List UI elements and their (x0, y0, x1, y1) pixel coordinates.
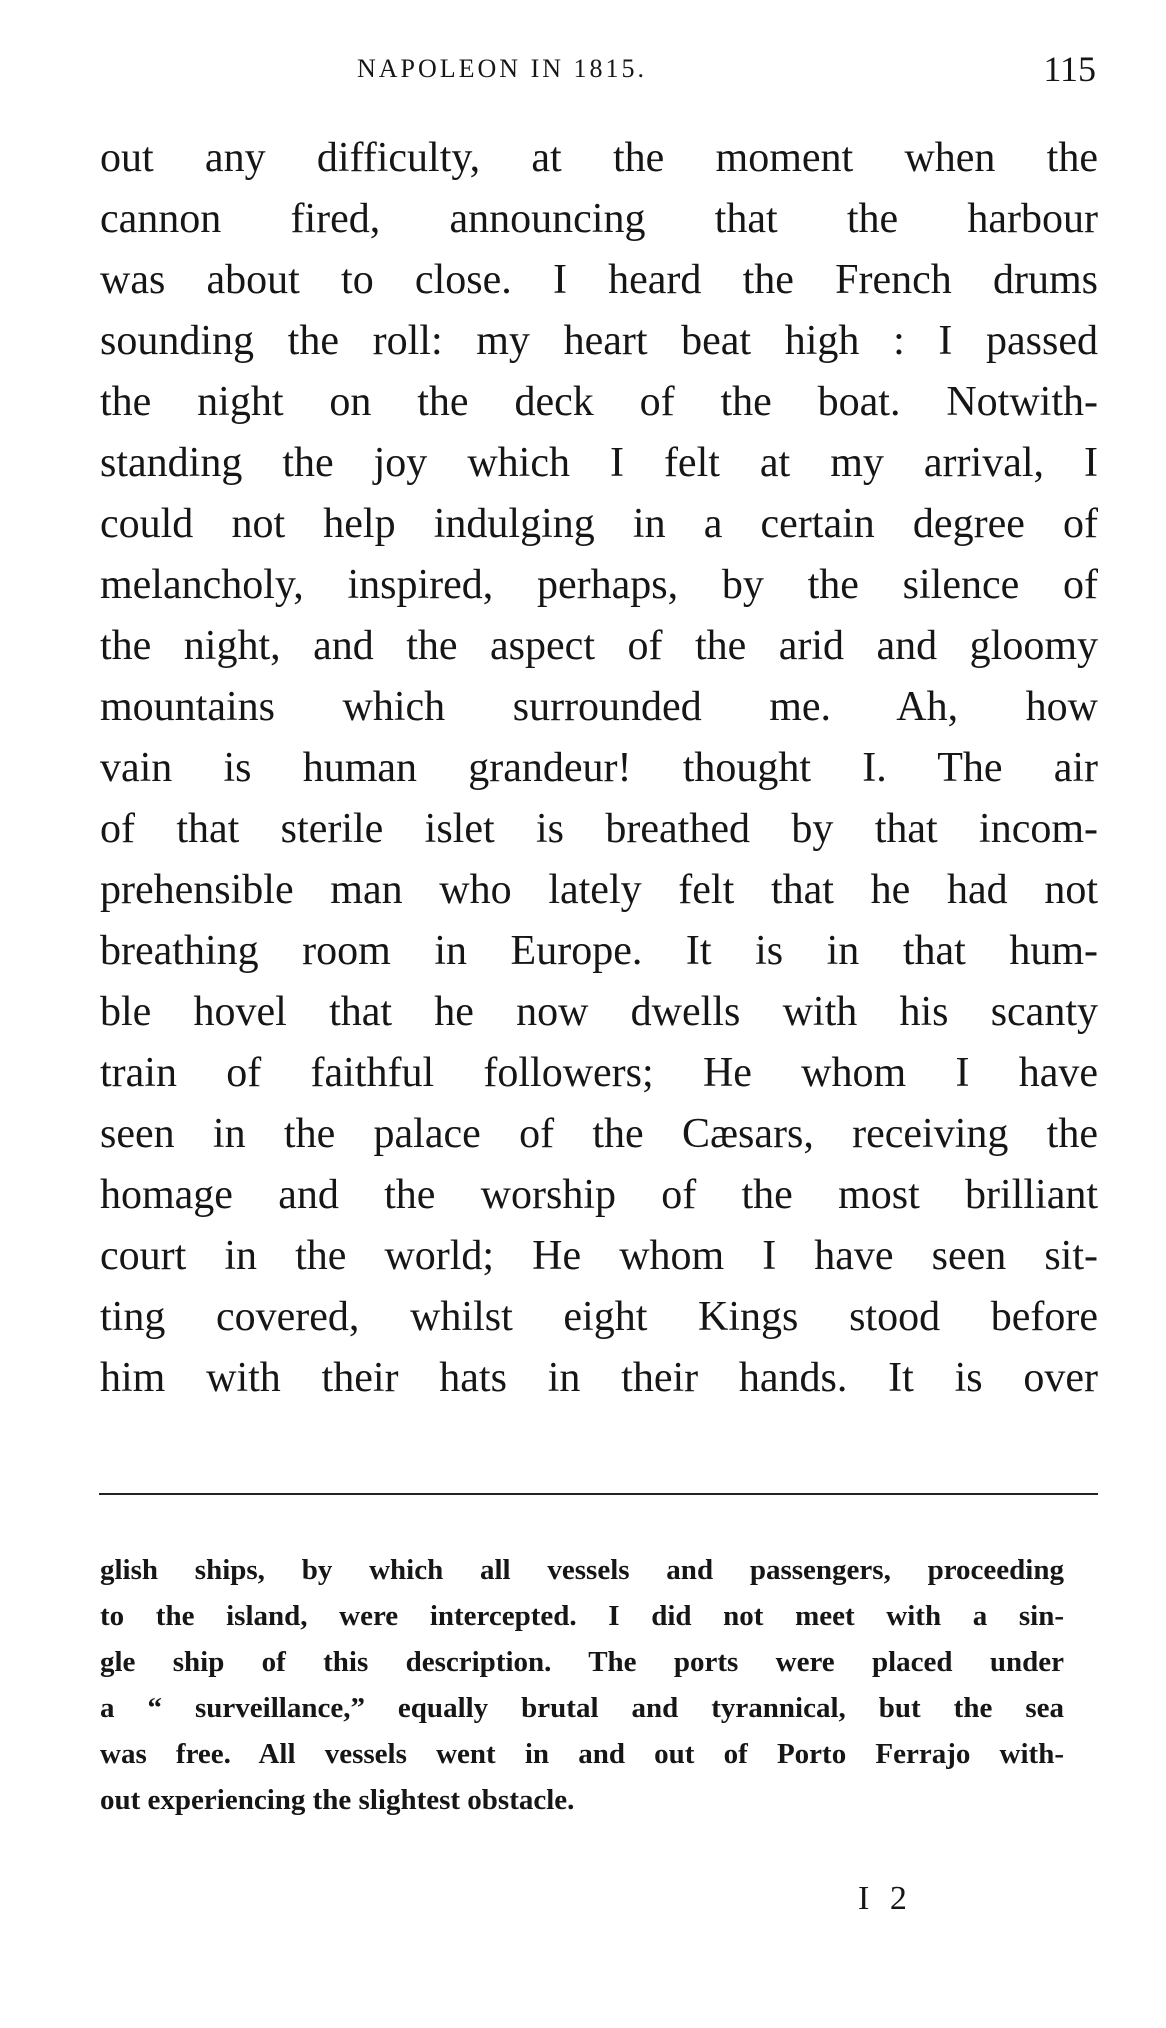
text-line: ble hovel that he now dwells with his scanty (100, 989, 1098, 1035)
text-line: prehensible man who lately felt that he had not (100, 867, 1098, 913)
footnote-line: was free. All vessels went in and out of Porto Ferrajo with- (100, 1738, 1064, 1770)
text-line: him with their hats in their hands. It is over (100, 1355, 1098, 1401)
text-line: out any difficulty, at the moment when the (100, 135, 1098, 181)
page-header (0, 44, 1166, 94)
text-line: cannon fired, announcing that the harbour (100, 196, 1098, 242)
text-line: mountains which surrounded me. Ah, how (100, 684, 1098, 730)
footnote-line: glish ships, by which all vessels and passengers, proceeding (100, 1554, 1064, 1586)
text-line: homage and the worship of the most brilliant (100, 1172, 1098, 1218)
footnote-line: to the island, were intercepted. I did not meet with a sin- (100, 1600, 1064, 1632)
text-line: melancholy, inspired, perhaps, by the silence of (100, 562, 1098, 608)
text-line: could not help indulging in a certain degree of (100, 501, 1098, 547)
main-text (100, 128, 1098, 1409)
text-line: the night, and the aspect of the arid and gloomy (100, 623, 1098, 669)
text-line: seen in the palace of the Cæsars, receiving the (100, 1111, 1098, 1157)
footnote-line: a “ surveillance,” equally brutal and tyrannical, but the sea (100, 1692, 1064, 1724)
text-line: was about to close. I heard the French drums (100, 257, 1098, 303)
text-line: sounding the roll: my heart beat high : I passed (100, 318, 1098, 364)
footnote-line: gle ship of this description. The ports were placed under (100, 1646, 1064, 1678)
signature-mark: I 2 (858, 1880, 913, 1917)
text-line: standing the joy which I felt at my arrival, I (100, 440, 1098, 486)
footnote-line: out experiencing the slightest obstacle. (100, 1784, 575, 1816)
running-title: NAPOLEON IN 1815. (356, 54, 648, 83)
text-line: the night on the deck of the boat. Notwith- (100, 379, 1098, 425)
text-line: vain is human grandeur! thought I. The air (100, 745, 1098, 791)
text-line: breathing room in Europe. It is in that hum- (100, 928, 1098, 974)
text-line: court in the world; He whom I have seen sit- (100, 1233, 1098, 1279)
text-line: train of faithful followers; He whom I have (100, 1050, 1098, 1096)
footnote (100, 1547, 1064, 1823)
text-line: of that sterile islet is breathed by that incom- (100, 806, 1098, 852)
page-number: 115 (1043, 49, 1096, 89)
text-line: ting covered, whilst eight Kings stood before (100, 1294, 1098, 1340)
footnote-divider (99, 1493, 1098, 1495)
